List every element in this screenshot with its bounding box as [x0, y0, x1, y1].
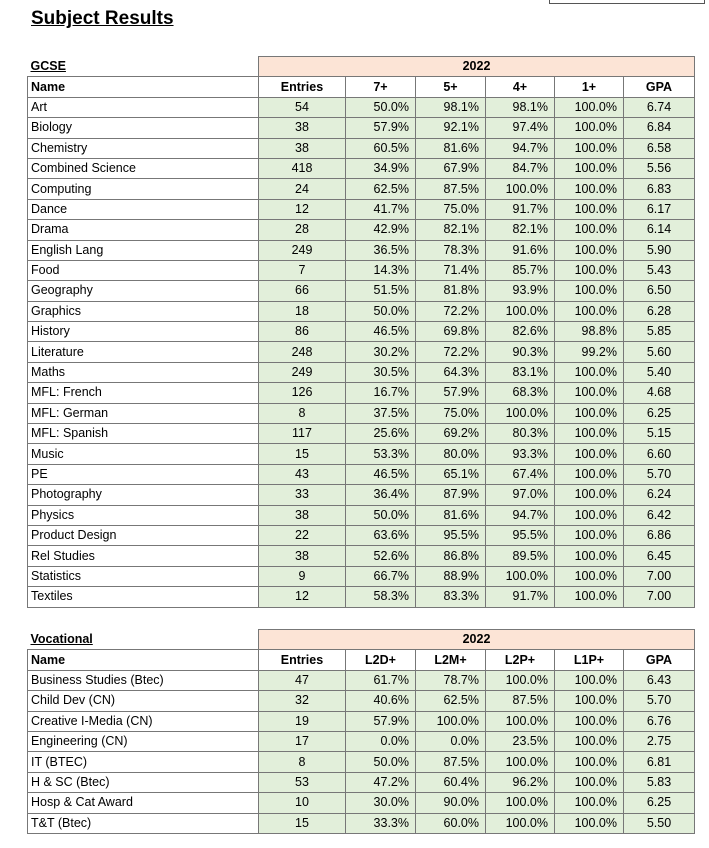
- subject-name-cell: Graphics: [28, 301, 259, 321]
- column-header: Entries: [259, 650, 346, 670]
- percentage-cell: 72.2%: [416, 301, 486, 321]
- percentage-cell: 95.5%: [486, 525, 555, 545]
- gpa-cell: 2.75: [624, 731, 695, 751]
- percentage-cell: 100.0%: [555, 566, 624, 586]
- table-row: [28, 383, 695, 403]
- percentage-cell: 57.9%: [346, 711, 416, 731]
- gpa-cell: 6.83: [624, 179, 695, 199]
- percentage-cell: 68.3%: [486, 383, 555, 403]
- percentage-cell: 100.0%: [486, 566, 555, 586]
- subject-name-cell: IT (BTEC): [28, 752, 259, 772]
- percentage-cell: 50.0%: [346, 301, 416, 321]
- gpa-cell: 6.86: [624, 525, 695, 545]
- subject-name-cell: Computing: [28, 179, 259, 199]
- column-header: GPA: [624, 77, 695, 97]
- percentage-cell: 100.0%: [555, 362, 624, 382]
- percentage-cell: 63.6%: [346, 525, 416, 545]
- percentage-cell: 72.2%: [416, 342, 486, 362]
- percentage-cell: 100.0%: [555, 138, 624, 158]
- page-title: Subject Results: [31, 8, 174, 29]
- gpa-cell: 5.90: [624, 240, 695, 260]
- percentage-cell: 30.0%: [346, 793, 416, 813]
- percentage-cell: 91.6%: [486, 240, 555, 260]
- percentage-cell: 94.7%: [486, 138, 555, 158]
- percentage-cell: 100.0%: [486, 670, 555, 690]
- percentage-cell: 30.5%: [346, 362, 416, 382]
- gpa-cell: 6.50: [624, 281, 695, 301]
- entries-cell: 43: [259, 464, 346, 484]
- subject-name-cell: Music: [28, 444, 259, 464]
- percentage-cell: 100.0%: [555, 240, 624, 260]
- table-row: [28, 587, 695, 607]
- percentage-cell: 100.0%: [486, 179, 555, 199]
- vocational-results-table: [27, 629, 695, 834]
- gpa-cell: 5.40: [624, 362, 695, 382]
- percentage-cell: 93.9%: [486, 281, 555, 301]
- table-row: [28, 731, 695, 751]
- percentage-cell: 69.2%: [416, 424, 486, 444]
- table-row: [28, 444, 695, 464]
- percentage-cell: 100.0%: [555, 301, 624, 321]
- percentage-cell: 53.3%: [346, 444, 416, 464]
- percentage-cell: 100.0%: [555, 97, 624, 117]
- entries-cell: 86: [259, 322, 346, 342]
- subject-name-cell: Chemistry: [28, 138, 259, 158]
- percentage-cell: 71.4%: [416, 260, 486, 280]
- percentage-cell: 100.0%: [555, 587, 624, 607]
- percentage-cell: 82.1%: [486, 220, 555, 240]
- entries-cell: 126: [259, 383, 346, 403]
- percentage-cell: 50.0%: [346, 97, 416, 117]
- percentage-cell: 100.0%: [555, 424, 624, 444]
- percentage-cell: 69.8%: [416, 322, 486, 342]
- table-row: [28, 525, 695, 545]
- percentage-cell: 50.0%: [346, 752, 416, 772]
- gpa-cell: 5.83: [624, 772, 695, 792]
- entries-cell: 32: [259, 691, 346, 711]
- table-row: [28, 158, 695, 178]
- gpa-cell: 6.17: [624, 199, 695, 219]
- percentage-cell: 100.0%: [555, 464, 624, 484]
- subject-name-cell: Food: [28, 260, 259, 280]
- percentage-cell: 65.1%: [416, 464, 486, 484]
- percentage-cell: 30.2%: [346, 342, 416, 362]
- gpa-cell: 5.15: [624, 424, 695, 444]
- percentage-cell: 46.5%: [346, 322, 416, 342]
- entries-cell: 47: [259, 670, 346, 690]
- percentage-cell: 100.0%: [486, 752, 555, 772]
- gpa-cell: 6.25: [624, 793, 695, 813]
- gpa-cell: 6.28: [624, 301, 695, 321]
- table-row: [28, 670, 695, 690]
- percentage-cell: 87.5%: [416, 179, 486, 199]
- percentage-cell: 100.0%: [555, 752, 624, 772]
- table-row: [28, 260, 695, 280]
- subject-name-cell: Creative I-Media (CN): [28, 711, 259, 731]
- subject-name-cell: Product Design: [28, 525, 259, 545]
- subject-name-cell: Combined Science: [28, 158, 259, 178]
- percentage-cell: 98.1%: [486, 97, 555, 117]
- percentage-cell: 100.0%: [555, 670, 624, 690]
- subject-name-cell: Physics: [28, 505, 259, 525]
- entries-cell: 7: [259, 260, 346, 280]
- percentage-cell: 25.6%: [346, 424, 416, 444]
- entries-cell: 38: [259, 546, 346, 566]
- year-banner: 2022: [259, 57, 695, 77]
- entries-cell: 33: [259, 485, 346, 505]
- percentage-cell: 100.0%: [486, 813, 555, 833]
- percentage-cell: 60.5%: [346, 138, 416, 158]
- entries-cell: 53: [259, 772, 346, 792]
- percentage-cell: 96.2%: [486, 772, 555, 792]
- percentage-cell: 83.3%: [416, 587, 486, 607]
- gpa-cell: 5.70: [624, 691, 695, 711]
- gpa-cell: 4.68: [624, 383, 695, 403]
- table-row: [28, 772, 695, 792]
- percentage-cell: 52.6%: [346, 546, 416, 566]
- percentage-cell: 100.0%: [486, 301, 555, 321]
- subject-name-cell: Dance: [28, 199, 259, 219]
- percentage-cell: 64.3%: [416, 362, 486, 382]
- percentage-cell: 88.9%: [416, 566, 486, 586]
- year-banner: 2022: [259, 630, 695, 650]
- gpa-cell: 6.81: [624, 752, 695, 772]
- table-row: [28, 179, 695, 199]
- percentage-cell: 93.3%: [486, 444, 555, 464]
- subject-name-cell: T&T (Btec): [28, 813, 259, 833]
- percentage-cell: 67.9%: [416, 158, 486, 178]
- subject-name-cell: Rel Studies: [28, 546, 259, 566]
- percentage-cell: 57.9%: [346, 118, 416, 138]
- gpa-cell: 6.42: [624, 505, 695, 525]
- entries-cell: 54: [259, 97, 346, 117]
- percentage-cell: 100.0%: [555, 281, 624, 301]
- table-row: [28, 362, 695, 382]
- gpa-cell: 6.25: [624, 403, 695, 423]
- percentage-cell: 0.0%: [416, 731, 486, 751]
- percentage-cell: 100.0%: [486, 793, 555, 813]
- gpa-cell: 6.14: [624, 220, 695, 240]
- percentage-cell: 67.4%: [486, 464, 555, 484]
- percentage-cell: 36.5%: [346, 240, 416, 260]
- percentage-cell: 87.5%: [486, 691, 555, 711]
- gpa-cell: 6.60: [624, 444, 695, 464]
- percentage-cell: 83.1%: [486, 362, 555, 382]
- table-row: [28, 240, 695, 260]
- percentage-cell: 80.3%: [486, 424, 555, 444]
- percentage-cell: 100.0%: [555, 772, 624, 792]
- entries-cell: 66: [259, 281, 346, 301]
- column-header: 1+: [555, 77, 624, 97]
- gpa-cell: 7.00: [624, 587, 695, 607]
- percentage-cell: 100.0%: [555, 199, 624, 219]
- percentage-cell: 90.0%: [416, 793, 486, 813]
- percentage-cell: 100.0%: [486, 403, 555, 423]
- percentage-cell: 100.0%: [555, 731, 624, 751]
- percentage-cell: 42.9%: [346, 220, 416, 240]
- entries-cell: 38: [259, 505, 346, 525]
- percentage-cell: 100.0%: [555, 711, 624, 731]
- table-row: [28, 97, 695, 117]
- subject-name-cell: Hosp & Cat Award: [28, 793, 259, 813]
- table-row: [28, 424, 695, 444]
- percentage-cell: 100.0%: [555, 179, 624, 199]
- percentage-cell: 82.6%: [486, 322, 555, 342]
- percentage-cell: 50.0%: [346, 505, 416, 525]
- section-label: Vocational: [30, 631, 93, 646]
- subject-name-cell: Biology: [28, 118, 259, 138]
- gpa-cell: 6.24: [624, 485, 695, 505]
- percentage-cell: 80.0%: [416, 444, 486, 464]
- percentage-cell: 34.9%: [346, 158, 416, 178]
- percentage-cell: 0.0%: [346, 731, 416, 751]
- table-row: [28, 281, 695, 301]
- gpa-cell: 5.70: [624, 464, 695, 484]
- percentage-cell: 16.7%: [346, 383, 416, 403]
- percentage-cell: 81.6%: [416, 505, 486, 525]
- entries-cell: 28: [259, 220, 346, 240]
- percentage-cell: 100.0%: [555, 118, 624, 138]
- subject-name-cell: Geography: [28, 281, 259, 301]
- subject-name-cell: H & SC (Btec): [28, 772, 259, 792]
- entries-cell: 38: [259, 138, 346, 158]
- column-header: Entries: [259, 77, 346, 97]
- percentage-cell: 100.0%: [486, 711, 555, 731]
- entries-cell: 15: [259, 444, 346, 464]
- percentage-cell: 60.0%: [416, 813, 486, 833]
- percentage-cell: 86.8%: [416, 546, 486, 566]
- percentage-cell: 84.7%: [486, 158, 555, 178]
- gpa-cell: 6.45: [624, 546, 695, 566]
- percentage-cell: 95.5%: [416, 525, 486, 545]
- percentage-cell: 46.5%: [346, 464, 416, 484]
- column-header: 7+: [346, 77, 416, 97]
- percentage-cell: 37.5%: [346, 403, 416, 423]
- percentage-cell: 92.1%: [416, 118, 486, 138]
- percentage-cell: 62.5%: [346, 179, 416, 199]
- percentage-cell: 100.0%: [555, 383, 624, 403]
- gpa-cell: 5.60: [624, 342, 695, 362]
- percentage-cell: 100.0%: [555, 525, 624, 545]
- table-row: [28, 793, 695, 813]
- entries-cell: 418: [259, 158, 346, 178]
- percentage-cell: 23.5%: [486, 731, 555, 751]
- percentage-cell: 100.0%: [555, 444, 624, 464]
- column-header-row: [28, 77, 695, 97]
- subject-name-cell: English Lang: [28, 240, 259, 260]
- section-header-row: [28, 630, 695, 650]
- percentage-cell: 41.7%: [346, 199, 416, 219]
- percentage-cell: 60.4%: [416, 772, 486, 792]
- entries-cell: 15: [259, 813, 346, 833]
- gpa-cell: 6.74: [624, 97, 695, 117]
- entries-cell: 24: [259, 179, 346, 199]
- percentage-cell: 87.5%: [416, 752, 486, 772]
- percentage-cell: 87.9%: [416, 485, 486, 505]
- entries-cell: 17: [259, 731, 346, 751]
- gpa-cell: 6.58: [624, 138, 695, 158]
- percentage-cell: 36.4%: [346, 485, 416, 505]
- gcse-results-table: [27, 56, 695, 608]
- percentage-cell: 91.7%: [486, 199, 555, 219]
- column-header: Name: [28, 650, 259, 670]
- subject-name-cell: Photography: [28, 485, 259, 505]
- table-row: [28, 138, 695, 158]
- subject-name-cell: Business Studies (Btec): [28, 670, 259, 690]
- percentage-cell: 100.0%: [555, 505, 624, 525]
- subject-name-cell: MFL: Spanish: [28, 424, 259, 444]
- table-row: [28, 505, 695, 525]
- gpa-cell: 5.85: [624, 322, 695, 342]
- table-row: [28, 546, 695, 566]
- column-header: Name: [28, 77, 259, 97]
- percentage-cell: 33.3%: [346, 813, 416, 833]
- percentage-cell: 99.2%: [555, 342, 624, 362]
- percentage-cell: 78.7%: [416, 670, 486, 690]
- subject-name-cell: MFL: German: [28, 403, 259, 423]
- percentage-cell: 14.3%: [346, 260, 416, 280]
- percentage-cell: 62.5%: [416, 691, 486, 711]
- subject-name-cell: History: [28, 322, 259, 342]
- entries-cell: 8: [259, 403, 346, 423]
- percentage-cell: 98.1%: [416, 97, 486, 117]
- gpa-cell: 6.43: [624, 670, 695, 690]
- percentage-cell: 100.0%: [555, 403, 624, 423]
- percentage-cell: 100.0%: [416, 711, 486, 731]
- entries-cell: 9: [259, 566, 346, 586]
- percentage-cell: 100.0%: [555, 793, 624, 813]
- column-header-row: [28, 650, 695, 670]
- percentage-cell: 81.6%: [416, 138, 486, 158]
- percentage-cell: 75.0%: [416, 199, 486, 219]
- percentage-cell: 66.7%: [346, 566, 416, 586]
- column-header: 5+: [416, 77, 486, 97]
- column-header: GPA: [624, 650, 695, 670]
- subject-name-cell: Statistics: [28, 566, 259, 586]
- entries-cell: 249: [259, 240, 346, 260]
- table-row: [28, 566, 695, 586]
- table-row: [28, 220, 695, 240]
- table-row: [28, 691, 695, 711]
- subject-name-cell: Literature: [28, 342, 259, 362]
- gpa-cell: 6.84: [624, 118, 695, 138]
- percentage-cell: 78.3%: [416, 240, 486, 260]
- entries-cell: 18: [259, 301, 346, 321]
- percentage-cell: 94.7%: [486, 505, 555, 525]
- percentage-cell: 100.0%: [555, 260, 624, 280]
- percentage-cell: 89.5%: [486, 546, 555, 566]
- percentage-cell: 90.3%: [486, 342, 555, 362]
- gpa-cell: 5.50: [624, 813, 695, 833]
- section-header-row: [28, 57, 695, 77]
- column-header: L2M+: [416, 650, 486, 670]
- table-row: [28, 464, 695, 484]
- percentage-cell: 100.0%: [555, 158, 624, 178]
- entries-cell: 12: [259, 587, 346, 607]
- subject-name-cell: PE: [28, 464, 259, 484]
- subject-name-cell: Drama: [28, 220, 259, 240]
- table-row: [28, 485, 695, 505]
- percentage-cell: 85.7%: [486, 260, 555, 280]
- percentage-cell: 57.9%: [416, 383, 486, 403]
- entries-cell: 249: [259, 362, 346, 382]
- entries-cell: 22: [259, 525, 346, 545]
- column-header: 4+: [486, 77, 555, 97]
- percentage-cell: 81.8%: [416, 281, 486, 301]
- entries-cell: 38: [259, 118, 346, 138]
- entries-cell: 10: [259, 793, 346, 813]
- entries-cell: 117: [259, 424, 346, 444]
- gpa-cell: 7.00: [624, 566, 695, 586]
- percentage-cell: 98.8%: [555, 322, 624, 342]
- percentage-cell: 100.0%: [555, 691, 624, 711]
- gpa-cell: 5.43: [624, 260, 695, 280]
- subject-name-cell: Textiles: [28, 587, 259, 607]
- percentage-cell: 97.4%: [486, 118, 555, 138]
- percentage-cell: 100.0%: [555, 813, 624, 833]
- subject-name-cell: Art: [28, 97, 259, 117]
- table-row: [28, 199, 695, 219]
- column-header: L2P+: [486, 650, 555, 670]
- table-row: [28, 342, 695, 362]
- gpa-cell: 5.56: [624, 158, 695, 178]
- subject-name-cell: Engineering (CN): [28, 731, 259, 751]
- percentage-cell: 82.1%: [416, 220, 486, 240]
- section-label: GCSE: [30, 58, 66, 73]
- gpa-cell: 6.76: [624, 711, 695, 731]
- entries-cell: 248: [259, 342, 346, 362]
- entries-cell: 8: [259, 752, 346, 772]
- subject-name-cell: Maths: [28, 362, 259, 382]
- table-row: [28, 752, 695, 772]
- percentage-cell: 51.5%: [346, 281, 416, 301]
- subject-name-cell: Child Dev (CN): [28, 691, 259, 711]
- percentage-cell: 47.2%: [346, 772, 416, 792]
- percentage-cell: 100.0%: [555, 220, 624, 240]
- table-row: [28, 118, 695, 138]
- table-row: [28, 301, 695, 321]
- column-header: L2D+: [346, 650, 416, 670]
- top-cell-fragment: [549, 0, 705, 4]
- percentage-cell: 61.7%: [346, 670, 416, 690]
- percentage-cell: 100.0%: [555, 485, 624, 505]
- table-row: [28, 322, 695, 342]
- percentage-cell: 91.7%: [486, 587, 555, 607]
- column-header: L1P+: [555, 650, 624, 670]
- entries-cell: 12: [259, 199, 346, 219]
- percentage-cell: 97.0%: [486, 485, 555, 505]
- table-row: [28, 403, 695, 423]
- entries-cell: 19: [259, 711, 346, 731]
- percentage-cell: 75.0%: [416, 403, 486, 423]
- percentage-cell: 58.3%: [346, 587, 416, 607]
- percentage-cell: 100.0%: [555, 546, 624, 566]
- table-row: [28, 813, 695, 833]
- subject-name-cell: MFL: French: [28, 383, 259, 403]
- table-row: [28, 711, 695, 731]
- percentage-cell: 40.6%: [346, 691, 416, 711]
